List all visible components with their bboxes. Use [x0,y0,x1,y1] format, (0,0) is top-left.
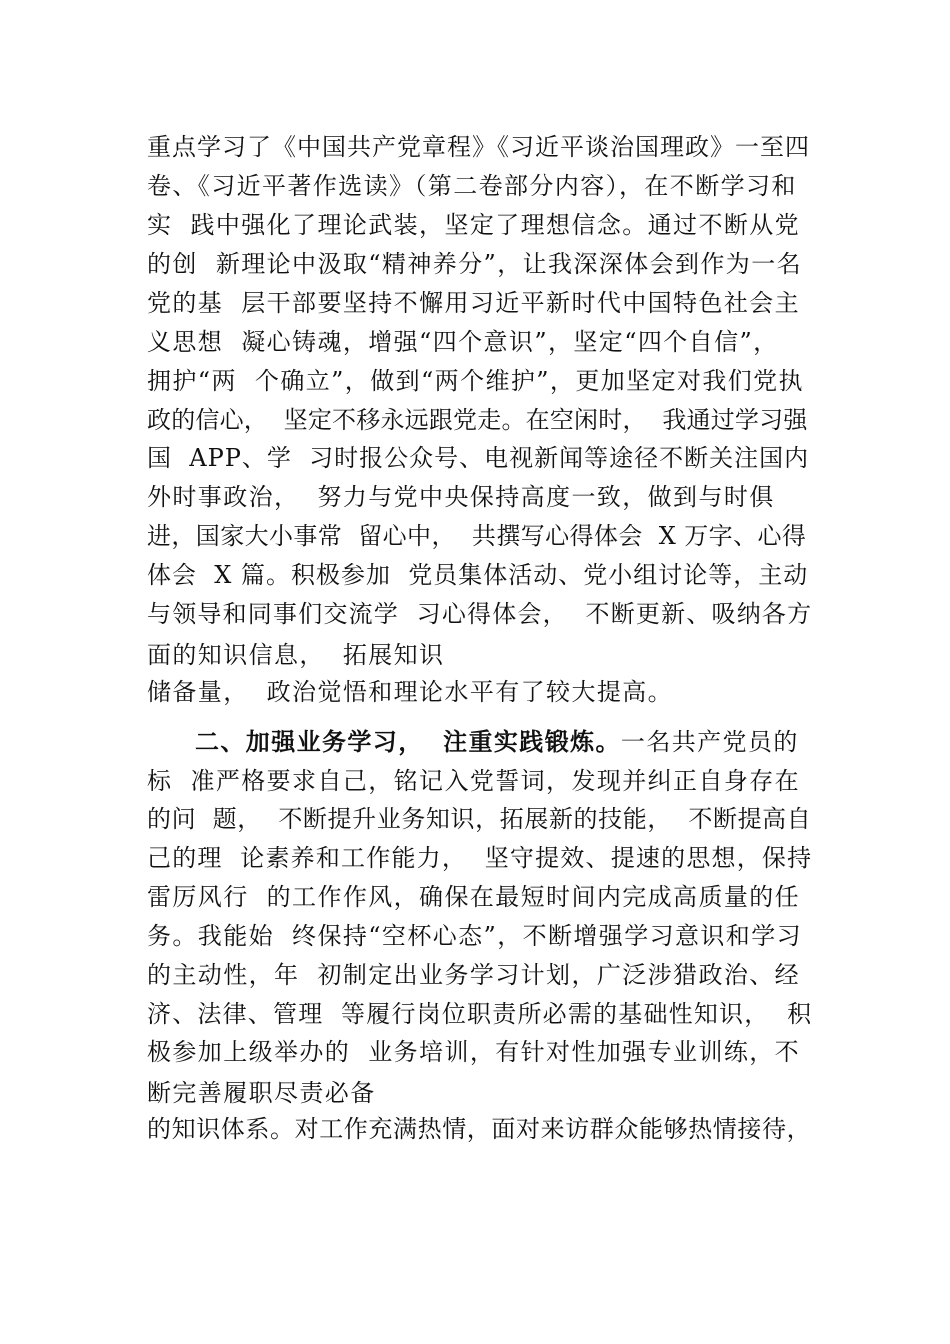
text-line: 的知识体系。对工作充满热情，面对来访群众能够热情接待， [147,1115,812,1143]
section-heading-line [195,727,799,757]
text-line: 政的信心， 坚定不移永远跟党走。在空闲时， 我通过学习强 [147,406,808,434]
text-line: 实 践中强化了理论武装，坚定了理想信念。通过不断从党 [147,211,801,239]
text-line: 的问 题， 不断提升业务知识，拓展新的技能， 不断提高自 [147,805,812,833]
text-line: 国 APP、学 习时报公众号、电视新闻等途径不断关注国内 [147,444,810,472]
text-line: 与领导和同事们交流学 习心得体会， 不断更新、吸纳各方 [147,600,813,628]
text-line: 雷厉风行 的工作作风，确保在最短时间内完成高质量的任 [147,883,801,911]
text-line: 济、法律、管理 等履行岗位职责所必需的基础性知识， 积 [147,1000,813,1028]
section-heading-continuation: 一名共产党员的 [620,728,799,756]
text-line: 拥护“两 个确立”，做到“两个维护”，更加坚定对我们党执 [147,367,804,395]
text-line: 务。我能始 终保持“空杯心态”，不断增强学习意识和学习 [147,922,802,950]
text-line: 外时事政治， 努力与党中央保持高度一致，做到与时俱 [147,483,775,511]
text-line: 的主动性，年 初制定出业务学习计划，广泛涉猎政治、经 [147,961,801,989]
text-line: 义思想 凝心铸魂，增强“四个意识”，坚定“四个自信”， [147,328,779,356]
text-line: 面的知识信息， 拓展知识 [147,641,445,669]
section-heading: 二、加强业务学习， 注重实践锻炼。 [195,727,621,756]
text-line: 储备量， 政治觉悟和理论水平有了较大提高。 [147,678,674,706]
text-line: 极参加上级举办的 业务培训，有针对性加强专业训练，不 [147,1038,801,1066]
text-line: 己的理 论素养和工作能力， 坚守提效、提速的思想，保持 [147,844,813,872]
text-line: 标 准严格要求自己，铭记入党誓词，发现并纠正自身存在 [147,767,801,795]
text-line: 断完善履职尽责必备 [147,1079,376,1107]
text-line: 进，国家大小事常 留心中， 共撰写心得体会 X 万字、心得 [147,522,807,550]
text-line: 卷、《习近平著作选读》（第二卷部分内容），在不断学习和 [147,172,797,200]
text-line: 体会 X 篇。积极参加 党员集体活动、党小组讨论等，主动 [147,561,809,589]
text-line: 党的基 层干部要坚持不懈用习近平新时代中国特色社会主 [147,289,801,317]
text-line: 重点学习了《中国共产党章程》《习近平谈治国理政》一至四 [147,133,810,161]
text-line: 的创 新理论中汲取“精神养分”，让我深深体会到作为一名 [147,250,802,278]
